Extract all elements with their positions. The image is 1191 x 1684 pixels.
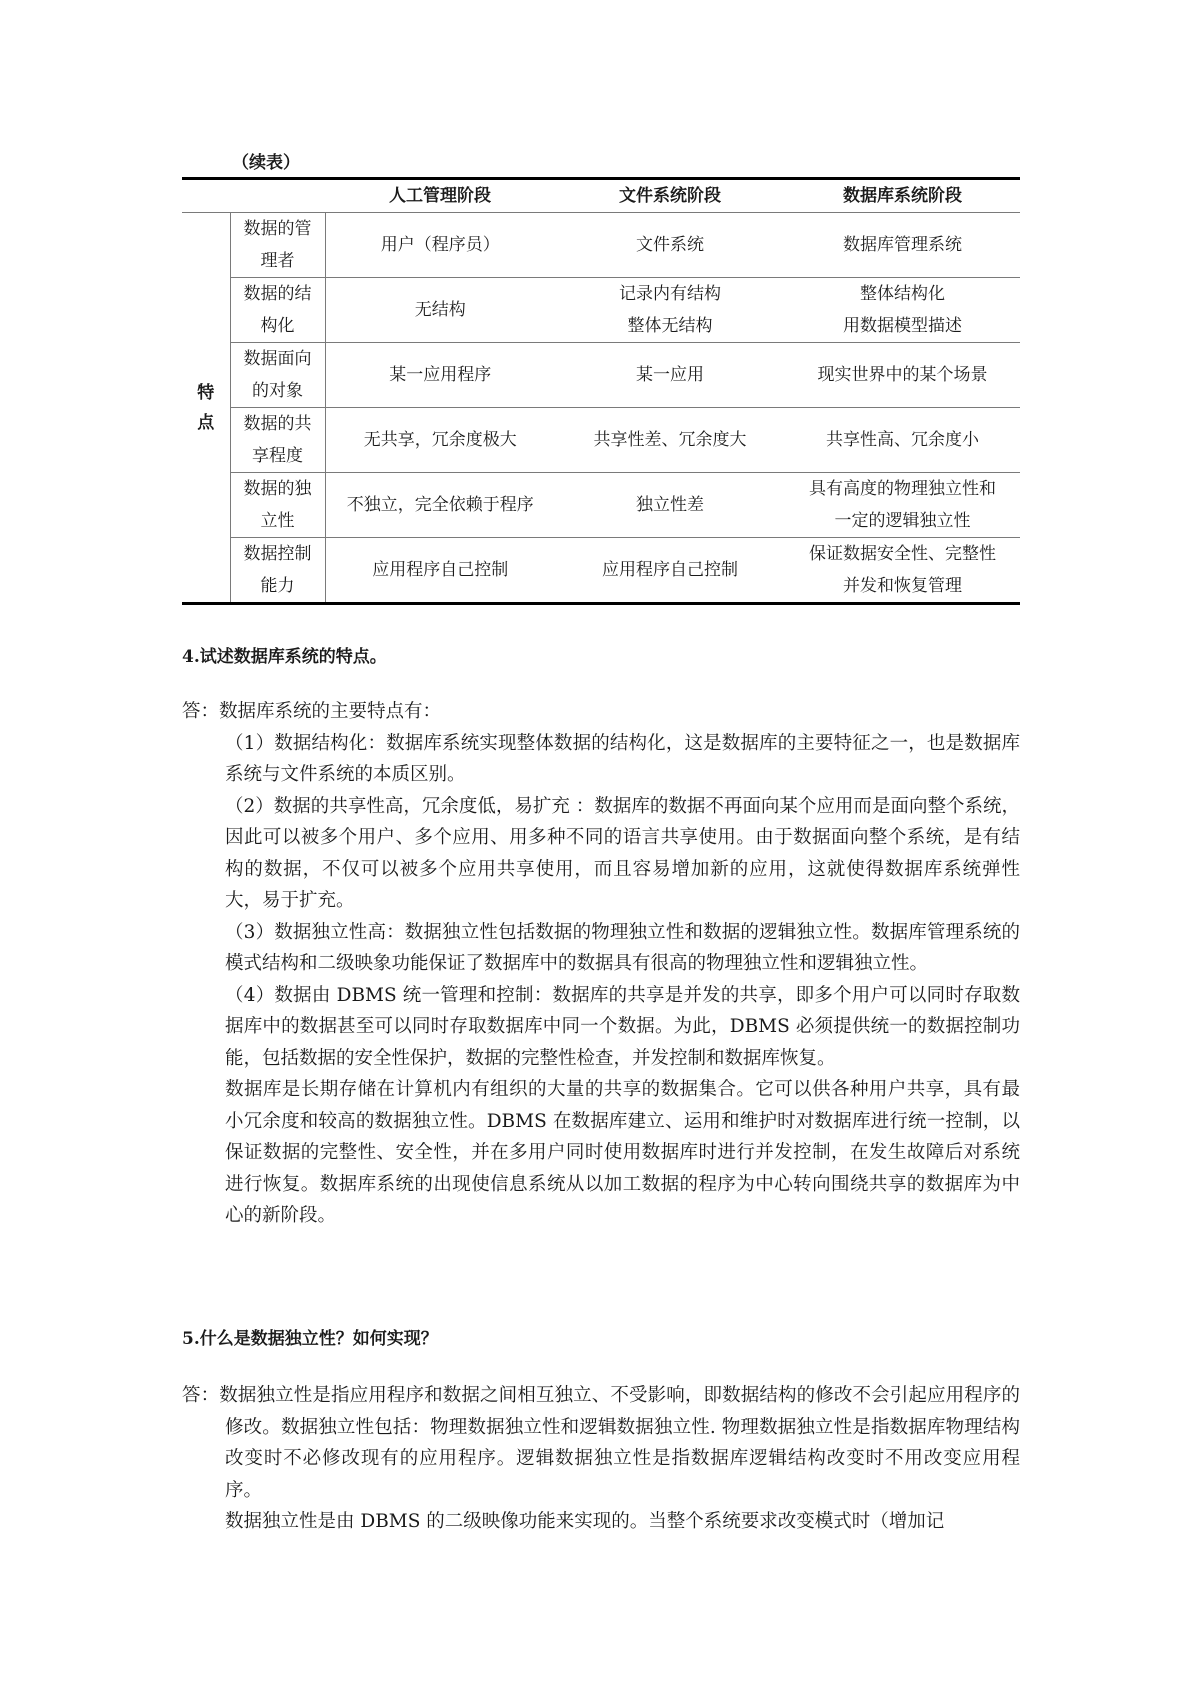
database-system-stage-cell (785, 538, 1020, 604)
header-blank-1 (182, 179, 230, 213)
manual-stage-cell (325, 408, 555, 473)
cell-line: 一定的逻辑独立性 (834, 511, 971, 531)
table-row (182, 408, 1020, 473)
manual-stage-cell (325, 343, 555, 408)
cell-line: 文件系统 (636, 235, 704, 255)
question-4-title: 4.试述数据库系统的特点。 (182, 647, 387, 667)
cell-line: 具有高度的物理独立性和 (809, 479, 996, 499)
row-label-line: 数据控制 (243, 544, 312, 564)
answer-paragraph: （1）数据结构化：数据库系统实现整体数据的结构化，这是数据库的主要特征之一，也是数据库系统与文件系统的本质区别。 (225, 732, 1020, 785)
file-system-stage-cell (555, 213, 785, 278)
row-label-cell (230, 473, 325, 538)
row-label-line: 数据的管 (243, 219, 312, 239)
question-5-title: 5.什么是数据独立性？如何实现？ (182, 1329, 438, 1349)
cell-line: 现实世界中的某个场景 (817, 365, 988, 385)
cell-line: 某一应用程序 (389, 365, 492, 385)
answer-lead-paragraph: 答：数据独立性是指应用程序和数据之间相互独立、不受影响，即数据结构的修改不会引起应用程序的修改。数据独立性包括：物理数据独立性和逻辑数据独立性. 物理数据独立性是指数据库物理结构改变时不必修改现有的应用程序。逻辑数据独立性是指数据库逻辑结构改变时不用改变应用程序。 (182, 1385, 1020, 1501)
cell-line: 不独立，完全依赖于程序 (346, 495, 534, 515)
answer-paragraph: （4）数据由 DBMS 统一管理和控制：数据库的共享是并发的共享，即多个用户可以同时存取数据库中的数据甚至可以同时存取数据库中同一个数据。为此，DBMS 必须提供统一的数据控制功能，包括数据的安全性保护，数据的完整性检查，并发控制和数据库恢复。 (225, 984, 1020, 1069)
row-label-line: 理者 (260, 251, 295, 271)
row-label-cell (230, 213, 325, 278)
database-system-stage-cell (785, 278, 1020, 343)
table-continuation-label: （续表） (232, 153, 300, 173)
table-row (182, 213, 1020, 278)
cell-line: 用数据模型描述 (843, 316, 962, 336)
row-label-line: 数据面向 (243, 349, 312, 369)
manual-stage-cell (325, 538, 555, 604)
row-label-line: 数据的独 (243, 479, 312, 499)
table-row (182, 473, 1020, 538)
database-system-stage-cell (785, 473, 1020, 538)
answer-paragraph: （2）数据的共享性高，冗余度低，易扩充 ：数据库的数据不再面向某个应用而是面向整个系统，因此可以被多个用户、多个应用、用多种不同的语言共享使用。由于数据面向整个系统，是有结构的数据，不仅可以被多个应用共享使用，而且容易增加新的应用，这就使得数据库系统弹性大，易于扩充。 (225, 795, 1020, 911)
group-label-features (182, 213, 230, 604)
header-manual-stage: 人工管理阶段 (325, 179, 555, 213)
database-system-stage-cell (785, 343, 1020, 408)
table-row (182, 538, 1020, 604)
cell-line: 无结构 (414, 300, 466, 320)
cell-line: 记录内有结构 (619, 284, 721, 304)
row-label-line: 构化 (260, 316, 295, 336)
cell-line: 共享性高、冗余度小 (826, 430, 979, 450)
cell-line: 应用程序自己控制 (602, 560, 738, 580)
file-system-stage-cell (555, 343, 785, 408)
manual-stage-cell (325, 473, 555, 538)
cell-line: 并发和恢复管理 (843, 576, 962, 596)
cell-line: 无共享，冗余度极大 (363, 430, 517, 450)
file-system-stage-cell (555, 408, 785, 473)
cell-line: 共享性差、冗余度大 (593, 430, 747, 450)
header-blank-2 (230, 179, 325, 213)
row-label-line: 的对象 (252, 381, 303, 401)
cell-line: 独立性差 (636, 495, 704, 515)
answer-paragraph: 数据独立性是由 DBMS 的二级映像功能来实现的。当整个系统要求改变模式时（增加记 (225, 1511, 945, 1532)
file-system-stage-cell (555, 538, 785, 604)
cell-line: 整体无结构 (627, 316, 713, 336)
manual-stage-cell (325, 278, 555, 343)
row-label-cell (230, 278, 325, 343)
table-row (182, 343, 1020, 408)
manual-stage-cell (325, 213, 555, 278)
cell-line: 保证数据安全性、完整性 (809, 544, 996, 564)
header-database-system-stage: 数据库系统阶段 (785, 179, 1020, 213)
table-header-row (182, 179, 1020, 213)
database-system-stage-cell (785, 408, 1020, 473)
group-label-text: 特点 (197, 382, 215, 433)
table-row (182, 278, 1020, 343)
answer-paragraph: 数据库是长期存储在计算机内有组织的大量的共享的数据集合。它可以供各种用户共享，具有最小冗余度和较高的数据独立性。DBMS 在数据库建立、运用和维护时对数据库进行统一控制，以保证数据的完整性、安全性，并在多用户同时使用数据库时进行并发控制，在发生故障后对系统进行恢复。数据库系统的出现使信息系统从以加工数据的程序为中心转向围绕共享的数据库为中心的新阶段。 (225, 1079, 1020, 1226)
cell-line: 数据库管理系统 (843, 235, 962, 255)
row-label-cell (230, 408, 325, 473)
answer-intro: 答：数据库系统的主要特点有： (182, 701, 442, 722)
row-label-line: 数据的结 (243, 284, 312, 304)
cell-line: 应用程序自己控制 (372, 560, 509, 580)
row-label-cell (230, 538, 325, 604)
cell-line: 某一应用 (636, 365, 704, 385)
file-system-stage-cell (555, 473, 785, 538)
question-5-answer (182, 1380, 1020, 1538)
header-file-system-stage: 文件系统阶段 (555, 179, 785, 213)
row-label-line: 能力 (260, 576, 295, 596)
cell-line: 用户（程序员） (380, 235, 500, 255)
cell-line: 整体结构化 (860, 284, 945, 304)
file-system-stage-cell (555, 278, 785, 343)
row-label-line: 立性 (260, 511, 295, 531)
row-label-line: 数据的共 (243, 414, 312, 434)
row-label-cell (230, 343, 325, 408)
comparison-table (182, 177, 1020, 605)
answer-paragraph: （3）数据独立性高：数据独立性包括数据的物理独立性和数据的逻辑独立性。数据库管理系统的模式结构和二级映象功能保证了数据库中的数据具有很高的物理独立性和逻辑独立性。 (225, 921, 1020, 974)
question-4-answer (182, 696, 1020, 1232)
database-system-stage-cell (785, 213, 1020, 278)
row-label-line: 享程度 (252, 446, 303, 466)
